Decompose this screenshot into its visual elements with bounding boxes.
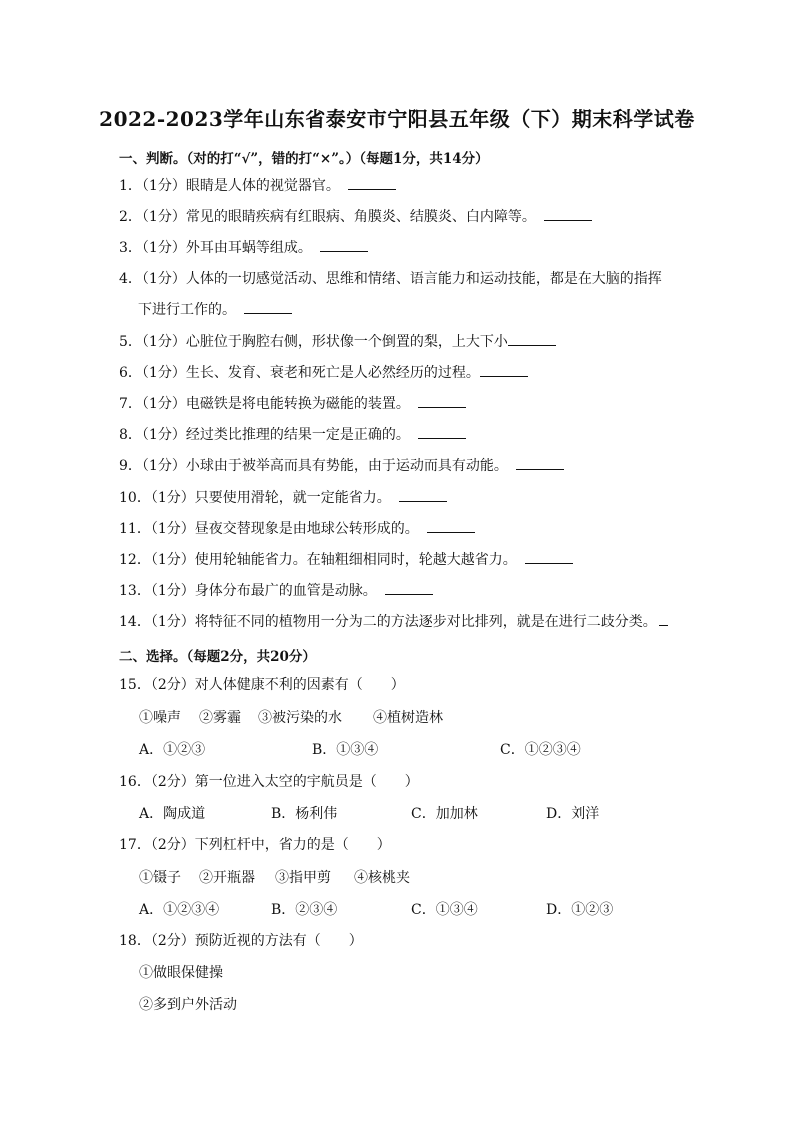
answer-blank[interactable] <box>544 219 592 221</box>
q17-option-d[interactable]: D．①②③ <box>546 902 614 918</box>
q15-item-4: ④植树造林 <box>373 710 443 726</box>
question-11: 11．（1分）昼夜交替现象是由地球公转形成的。 <box>119 520 475 538</box>
q17-item-1: ①镊子 <box>139 870 181 886</box>
answer-blank[interactable] <box>348 188 396 190</box>
question-7: 7．（1分）电磁铁是将电能转换为磁能的装置。 <box>119 395 466 413</box>
q18-item-1: ①做眼保健操 <box>139 965 223 981</box>
page-title: 2022-2023学年山东省泰安市宁阳县五年级（下）期末科学试卷 <box>99 107 695 131</box>
q15-option-c[interactable]: C．①②③④ <box>500 742 581 758</box>
answer-blank[interactable] <box>399 500 447 502</box>
question-8: 8．（1分）经过类比推理的结果一定是正确的。 <box>119 426 466 444</box>
question-18: 18．（2分）预防近视的方法有（ ） <box>119 933 363 949</box>
answer-blank[interactable] <box>659 624 668 626</box>
q15-item-2: ②雾霾 <box>199 710 241 726</box>
q16-option-d[interactable]: D．刘洋 <box>546 806 600 822</box>
question-9: 9．（1分）小球由于被举高而具有势能，由于运动而具有动能。 <box>119 457 564 475</box>
answer-blank[interactable] <box>427 531 475 533</box>
question-17: 17．（2分）下列杠杆中，省力的是（ ） <box>119 837 391 853</box>
answer-blank[interactable] <box>525 562 573 564</box>
question-10: 10．（1分）只要使用滑轮，就一定能省力。 <box>119 489 447 507</box>
question-6: 6．（1分）生长、发育、衰老和死亡是人必然经历的过程。 <box>119 364 528 382</box>
answer-blank[interactable] <box>244 312 292 314</box>
answer-blank[interactable] <box>516 468 564 470</box>
q17-item-2: ②开瓶器 <box>199 870 255 886</box>
answer-blank[interactable] <box>418 437 466 439</box>
question-12: 12．（1分）使用轮轴能省力。在轴粗细相同时，轮越大越省力。 <box>119 551 573 569</box>
q17-item-3: ③指甲剪 <box>275 870 331 886</box>
answer-blank[interactable] <box>320 250 368 252</box>
q17-option-a[interactable]: A．①②③④ <box>139 902 220 918</box>
section-choice-heading: 二、选择。（每题2分，共20分） <box>119 649 316 665</box>
q18-item-2: ②多到户外活动 <box>139 997 237 1013</box>
q16-option-a[interactable]: A．陶成道 <box>139 806 206 822</box>
question-5: 5．（1分）心脏位于胸腔右侧，形状像一个倒置的梨，上大下小 <box>119 333 556 351</box>
question-13: 13．（1分）身体分布最广的血管是动脉。 <box>119 582 433 600</box>
answer-blank[interactable] <box>480 375 528 377</box>
q15-option-b[interactable]: B．①③④ <box>312 742 379 758</box>
question-1: 1．（1分）眼睛是人体的视觉器官。 <box>119 177 396 195</box>
answer-blank[interactable] <box>385 593 433 595</box>
q15-item-1: ①噪声 <box>139 710 181 726</box>
question-14: 14．（1分）将特征不同的植物用一分为二的方法逐步对比排列，就是在进行二歧分类。 <box>119 613 668 631</box>
question-4-continued: 下进行工作的。 <box>138 301 292 319</box>
answer-blank[interactable] <box>508 344 556 346</box>
q16-option-b[interactable]: B．杨利伟 <box>271 806 338 822</box>
q17-option-b[interactable]: B．②③④ <box>271 902 338 918</box>
question-15: 15．（2分）对人体健康不利的因素有（ ） <box>119 677 405 693</box>
question-16: 16．（2分）第一位进入太空的宇航员是（ ） <box>119 774 419 790</box>
q17-item-4: ④核桃夹 <box>354 870 410 886</box>
q16-option-c[interactable]: C．加加林 <box>411 806 478 822</box>
q17-option-c[interactable]: C．①③④ <box>411 902 478 918</box>
answer-blank[interactable] <box>418 406 466 408</box>
question-4: 4．（1分）人体的一切感觉活动、思维和情绪、语言能力和运动技能，都是在大脑的指挥 <box>119 271 662 287</box>
q15-option-a[interactable]: A．①②③ <box>139 742 206 758</box>
question-2: 2．（1分）常见的眼睛疾病有红眼病、角膜炎、结膜炎、白内障等。 <box>119 208 592 226</box>
section-judge-heading: 一、判断。（对的打“√”，错的打“×”。）（每题1分，共14分） <box>119 151 489 167</box>
q15-item-3: ③被污染的水 <box>258 710 342 726</box>
question-3: 3．（1分）外耳由耳蜗等组成。 <box>119 239 368 257</box>
